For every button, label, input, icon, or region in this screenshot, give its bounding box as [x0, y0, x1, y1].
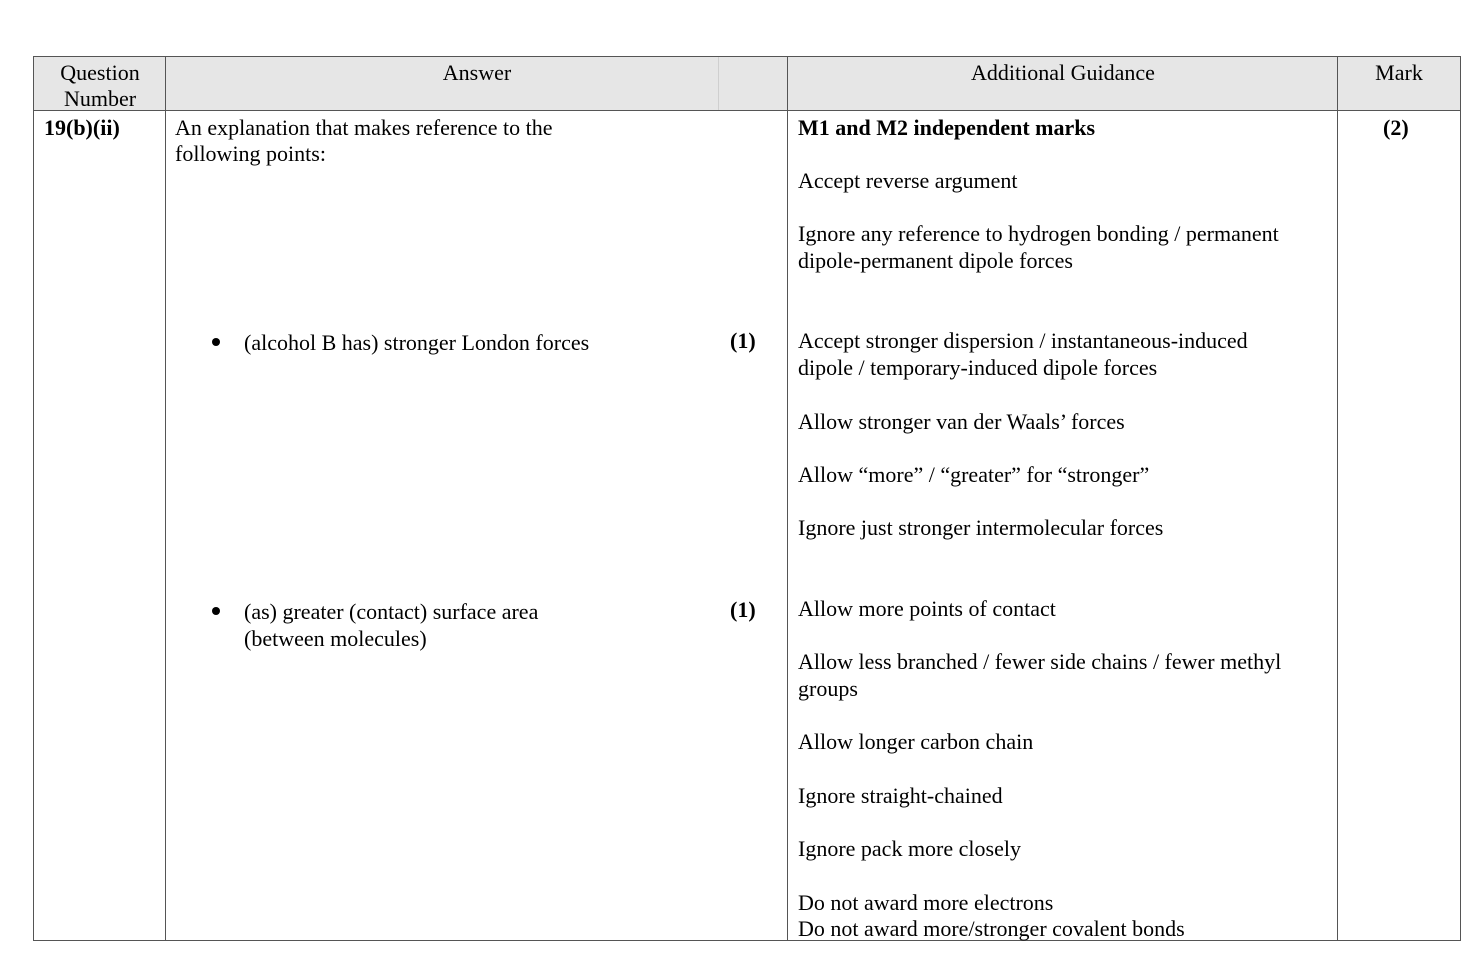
guidance-ignore-intermolecular: Ignore just stronger intermolecular forces [798, 515, 1164, 540]
guidance-ignore-hydrogen-line1: Ignore any reference to hydrogen bonding / permanent [798, 221, 1279, 246]
guidance-covalent-bonds: Do not award more/stronger covalent bonds [798, 916, 1185, 941]
answer-intro-line1: An explanation that makes reference to the [175, 115, 553, 140]
answer-point-2-line2: (between molecules) [244, 626, 427, 651]
answer-point-1-mark: (1) [730, 328, 756, 353]
header-question-number-line2: Number [63, 86, 137, 111]
guidance-reverse-argument: Accept reverse argument [798, 168, 1018, 193]
guidance-less-branched-line2: groups [798, 676, 858, 701]
answer-intro-line2: following points: [175, 141, 326, 166]
guidance-points-of-contact: Allow more points of contact [798, 596, 1056, 621]
header-question-number [34, 57, 166, 111]
header-mark [1338, 57, 1460, 111]
column-divider [1337, 57, 1338, 940]
guidance-ignore-hydrogen-line2: dipole-permanent dipole forces [798, 248, 1073, 273]
guidance-more-electrons: Do not award more electrons [798, 890, 1054, 915]
answer-subdivider [718, 57, 719, 110]
guidance-independent-marks: M1 and M2 independent marks [798, 115, 1096, 140]
header-additional-guidance-label: Additional Guidance [971, 60, 1155, 85]
header-answer [166, 57, 788, 111]
guidance-straight-chained: Ignore straight-chained [798, 783, 1003, 808]
guidance-pack-closely: Ignore pack more closely [798, 836, 1021, 861]
guidance-dispersion-line1: Accept stronger dispersion / instantaneous-induced [798, 328, 1248, 353]
guidance-dispersion-line2: dipole / temporary-induced dipole forces [798, 355, 1158, 380]
answer-point-1: (alcohol B has) stronger London forces [244, 330, 590, 355]
header-mark-label: Mark [1375, 60, 1423, 85]
bullet-icon [212, 338, 220, 346]
guidance-van-der-waals: Allow stronger van der Waals’ forces [798, 409, 1125, 434]
guidance-more-greater: Allow “more” / “greater” for “stronger” [798, 462, 1150, 487]
header-question-number-line1: Question [60, 60, 140, 85]
total-mark: (2) [1383, 115, 1409, 140]
column-divider [787, 57, 788, 940]
mark-scheme-table [33, 56, 1461, 941]
guidance-less-branched-line1: Allow less branched / fewer side chains / fewer methyl [798, 649, 1282, 674]
answer-point-2-line1: (as) greater (contact) surface area [244, 599, 539, 624]
column-divider [165, 57, 166, 940]
bullet-icon [212, 607, 220, 615]
guidance-longer-chain: Allow longer carbon chain [798, 729, 1034, 754]
header-answer-label: Answer [442, 60, 512, 85]
header-additional-guidance [788, 57, 1338, 111]
question-number: 19(b)(ii) [44, 115, 120, 140]
answer-point-2-mark: (1) [730, 597, 756, 622]
